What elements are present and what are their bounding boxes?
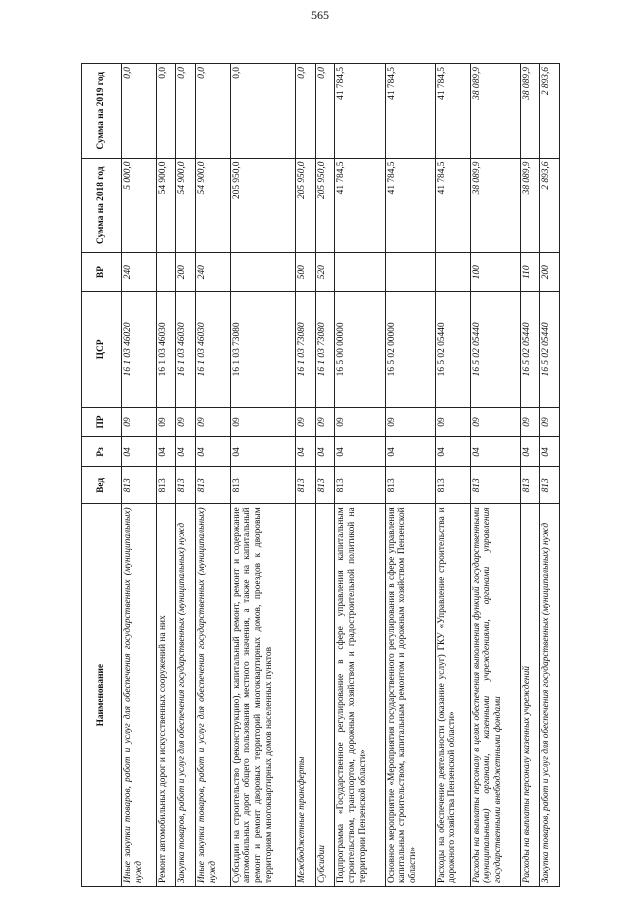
cell-ved: 813 [385,467,435,504]
cell-name: Основное мероприятие «Мероприятия государственного регулирования в сфере управления капитальным строительством, капитальным ремонтом и дорожным хозяйством Пензенской области» [385,504,435,887]
cell-vr: 520 [315,253,335,292]
cell-rz: 04 [176,437,196,467]
header-vr: ВР [82,253,122,292]
cell-vr: 240 [122,253,157,292]
cell-rz: 04 [296,437,316,467]
table-row [540,64,560,887]
table-body [122,64,560,887]
table-row [156,64,176,887]
table-row [176,64,196,887]
cell-csr: 16 5 02 00000 [385,292,435,407]
cell-pr: 09 [315,407,335,437]
header-name: Наименование [82,504,122,887]
table-header-row [82,64,122,887]
cell-sum-2018: 205 950,0 [296,158,316,253]
cell-rz: 04 [435,437,470,467]
cell-sum-2019: 38 089,9 [520,64,540,159]
cell-pr: 09 [122,407,157,437]
cell-sum-2019: 2 893,6 [540,64,560,159]
cell-sum-2018: 38 089,9 [520,158,540,253]
cell-sum-2019: 41 784,5 [435,64,470,159]
cell-ved: 813 [176,467,196,504]
cell-name: Иные закупки товаров, работ и услуг для обеспечения государственных (муниципальных) нужд [196,504,231,887]
table-row [122,64,157,887]
cell-sum-2019: 0,0 [230,64,295,159]
cell-rz: 04 [315,437,335,467]
table-row [520,64,540,887]
cell-pr: 09 [176,407,196,437]
cell-sum-2019: 0,0 [296,64,316,159]
cell-csr: 16 5 02 05440 [470,292,520,407]
cell-pr: 09 [520,407,540,437]
cell-vr: 110 [520,253,540,292]
cell-name: Закупка товаров, работ и услуг для обеспечения государственных (муниципальных) нужд [540,504,560,887]
cell-csr: 16 1 03 73080 [230,292,295,407]
table-row [315,64,335,887]
table-row [296,64,316,887]
cell-vr [230,253,295,292]
cell-pr: 09 [435,407,470,437]
header-sum-2019: Сумма на 2019 год [82,64,122,159]
cell-csr: 16 5 02 05440 [520,292,540,407]
cell-ved: 813 [196,467,231,504]
cell-rz: 04 [520,437,540,467]
cell-name: Иные закупки товаров, работ и услуг для обеспечения государственных (муниципальных) нужд [122,504,157,887]
header-pr: ПР [82,407,122,437]
cell-sum-2018: 41 784,5 [335,158,385,253]
cell-sum-2018: 54 900,0 [156,158,176,253]
cell-pr: 09 [156,407,176,437]
cell-ved: 813 [520,467,540,504]
cell-csr: 16 1 03 73080 [315,292,335,407]
cell-vr: 240 [196,253,231,292]
cell-rz: 04 [470,437,520,467]
cell-pr: 09 [335,407,385,437]
cell-rz: 04 [540,437,560,467]
table-row [385,64,435,887]
cell-pr: 09 [196,407,231,437]
cell-name: Межбюджетные трансферты [296,504,316,887]
cell-vr: 100 [470,253,520,292]
header-ved: Вед [82,467,122,504]
cell-name: Расходы на обеспечение деятельности (оказание услуг) ГКУ «Управление строительства и дорожного хозяйства Пензенской области» [435,504,470,887]
cell-vr [435,253,470,292]
table-row [435,64,470,887]
cell-csr: 16 1 03 46020 [122,292,157,407]
header-csr: ЦСР [82,292,122,407]
cell-vr: 200 [540,253,560,292]
cell-sum-2019: 0,0 [315,64,335,159]
cell-sum-2018: 41 784,5 [385,158,435,253]
cell-name: Ремонт автомобильных дорог и искусственных сооружений на них [156,504,176,887]
cell-pr: 09 [296,407,316,437]
page-number: 565 [311,8,329,22]
cell-ved: 813 [230,467,295,504]
cell-ved: 813 [315,467,335,504]
cell-vr: 200 [176,253,196,292]
cell-ved: 813 [122,467,157,504]
cell-sum-2018: 205 950,0 [230,158,295,253]
cell-sum-2018: 54 900,0 [176,158,196,253]
cell-pr: 09 [230,407,295,437]
cell-csr: 16 5 00 00000 [335,292,385,407]
cell-ved: 813 [540,467,560,504]
cell-csr: 16 5 02 05440 [435,292,470,407]
cell-ved: 813 [335,467,385,504]
cell-sum-2018: 54 900,0 [196,158,231,253]
cell-rz: 04 [196,437,231,467]
cell-sum-2019: 0,0 [176,64,196,159]
cell-name: Расходы на выплаты персоналу казенных учреждений [520,504,540,887]
cell-csr: 16 5 02 05440 [540,292,560,407]
cell-vr [156,253,176,292]
header-sum-2018: Сумма на 2018 год [82,158,122,253]
cell-rz: 04 [385,437,435,467]
cell-sum-2019: 0,0 [156,64,176,159]
cell-pr: 09 [470,407,520,437]
cell-csr: 16 1 03 46030 [176,292,196,407]
cell-rz: 04 [156,437,176,467]
header-rz: Рз [82,437,122,467]
cell-sum-2018: 38 089,9 [470,158,520,253]
cell-rz: 04 [122,437,157,467]
cell-sum-2019: 41 784,5 [335,64,385,159]
budget-table-container [81,63,560,887]
cell-pr: 09 [540,407,560,437]
cell-name: Закупка товаров, работ и услуг для обеспечения государственных (муниципальных) нужд [176,504,196,887]
cell-ved: 813 [435,467,470,504]
cell-sum-2018: 205 950,0 [315,158,335,253]
table-row [335,64,385,887]
cell-name: Подпрограмма «Государственное регулирование в сфере управления капитальным строительством, транспортом, дорожным хозяйством и градостроительной политикой на территории Пензенской области» [335,504,385,887]
cell-sum-2019: 41 784,5 [385,64,435,159]
cell-pr: 09 [385,407,435,437]
cell-name: Субсидии [315,504,335,887]
cell-name: Субсидии на строительство (реконструкцию), капитальный ремонт, ремонт и содержание автомобильных дорог общего пользования местного значения, а также на капитальный ремонт и ремонт дворовых территорий многоквартирных домов, проездов к дворовым территориям многоквартирных домов населенных пунктов [230,504,295,887]
cell-ved: 813 [470,467,520,504]
cell-vr [385,253,435,292]
table-row [470,64,520,887]
cell-rz: 04 [335,437,385,467]
cell-name: Расходы на выплаты персоналу в целях обеспечения выполнения функций государственными (муниципальными) органами, казенными учреждениями, органами управления государственными внебюджетными фондами [470,504,520,887]
cell-sum-2018: 41 784,5 [435,158,470,253]
cell-rz: 04 [230,437,295,467]
cell-ved: 813 [156,467,176,504]
cell-sum-2018: 5 000,0 [122,158,157,253]
cell-ved: 813 [296,467,316,504]
cell-sum-2019: 0,0 [196,64,231,159]
table-row [230,64,295,887]
cell-csr: 16 1 03 73080 [296,292,316,407]
cell-vr [335,253,385,292]
cell-sum-2019: 0,0 [122,64,157,159]
budget-table [81,63,560,887]
cell-sum-2018: 2 893,6 [540,158,560,253]
cell-csr: 16 1 03 46030 [196,292,231,407]
cell-csr: 16 1 03 46030 [156,292,176,407]
table-row [196,64,231,887]
cell-sum-2019: 38 089,9 [470,64,520,159]
cell-vr: 500 [296,253,316,292]
